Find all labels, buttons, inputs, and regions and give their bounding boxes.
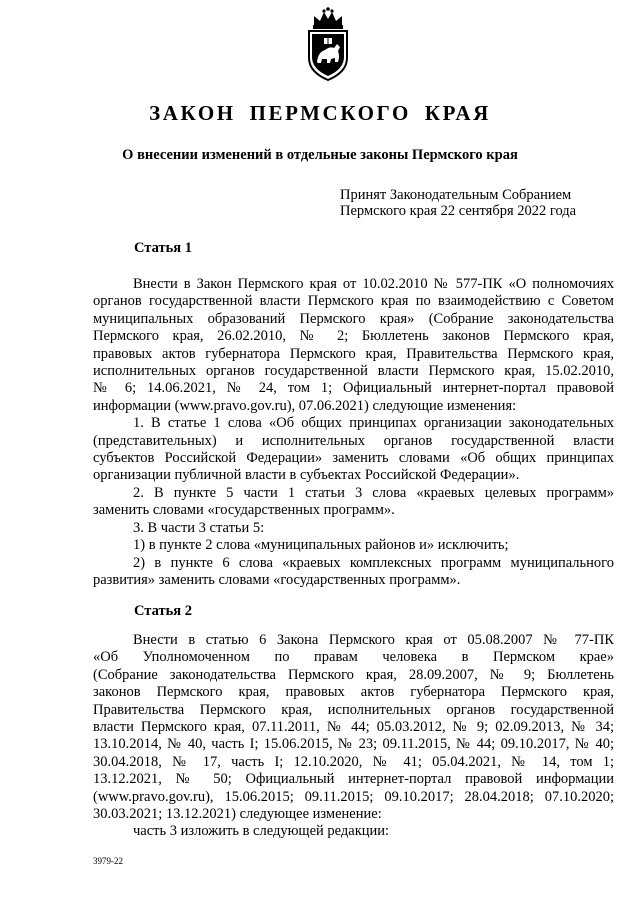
paragraph-line: 30.03.2021; 13.12.2021) следующее изменение: bbox=[93, 806, 382, 823]
paragraph-line: Внести в статью 6 Закона Пермского края от 05.08.2007 № 77-ПК bbox=[133, 632, 614, 648]
paragraph-line: 2) в пункте 6 слова «краевых комплексных программ муниципального bbox=[133, 554, 614, 571]
paragraph-line: информации (www.pravo.gov.ru), 07.06.2021) следующие изменения: bbox=[93, 397, 517, 414]
paragraph-line: «Об Уполномоченном по правам человека в Пермском крае» bbox=[93, 649, 614, 666]
paragraph-line: 30.04.2018, № 17, часть I; 12.10.2020, № 41; 05.04.2021, № 14, том 1; bbox=[93, 753, 614, 770]
paragraph-line: муниципальных образований Пермского края» (Собрание законодательства bbox=[93, 310, 614, 327]
paragraph-line: Правительства Пермского края, исполнительных органов государственной bbox=[93, 701, 614, 718]
law-title: ЗАКОН ПЕРМСКОГО КРАЯ bbox=[149, 101, 491, 125]
paragraph-line: органов государственной власти Пермского края по взаимодействию с Советом bbox=[93, 293, 614, 310]
paragraph-line: Внести в Закон Пермского края от 10.02.2010 № 577-ПК «О полномочиях bbox=[133, 276, 614, 292]
paragraph-line: (www.pravo.gov.ru), 15.06.2015; 09.11.2015; 09.10.2017; 28.04.2018; 07.10.2020; bbox=[93, 788, 614, 805]
paragraph-line: развития» заменить словами «государственных программ». bbox=[93, 571, 461, 588]
paragraph-line: организации публичной власти в субъектах Российской Федерации». bbox=[93, 467, 520, 484]
perm-krai-coat-of-arms-icon bbox=[300, 6, 356, 82]
paragraph-line: правовых актов губернатора Пермского края, Правительства Пермского края, bbox=[93, 345, 614, 362]
paragraph-line: 1) в пункте 2 слова «муниципальных районов и» исключить; bbox=[133, 537, 509, 554]
paragraph-line: 3. В части 3 статьи 5: bbox=[133, 519, 265, 536]
adoption-line: Принят Законодательным Собранием bbox=[340, 187, 572, 203]
article-1-body bbox=[93, 276, 614, 589]
paragraph-line: власти Пермского края, 07.11.2011, № 44; 05.03.2012, № 9; 02.09.2013, № 34; bbox=[93, 719, 614, 736]
paragraph-line: исполнительных органов государственной власти Пермского края, 15.02.2010, bbox=[93, 363, 614, 380]
document-code: 3979-22 bbox=[93, 856, 123, 866]
paragraph-line: 13.10.2014, № 40, часть I; 15.06.2015, № 23; 09.11.2015, № 44; 09.10.2017, № 40; bbox=[93, 736, 614, 753]
paragraph-line: № 6; 14.06.2021, № 24, том 1; Официальный интернет-портал правовой bbox=[93, 380, 614, 397]
article-2-body bbox=[93, 632, 614, 841]
adoption-line: Пермского края 22 сентября 2022 года bbox=[340, 203, 577, 219]
law-subtitle: О внесении изменений в отдельные законы Пермского края bbox=[122, 147, 518, 163]
paragraph-line: 13.12.2021, № 50; Официальный интернет-портал правовой информации bbox=[93, 771, 614, 788]
paragraph-line: субъектов Российской Федерации» заменить словами «Об общих принципах bbox=[93, 450, 614, 467]
paragraph-line: законов Пермского края, правовых актов губернатора Пермского края, bbox=[93, 684, 614, 701]
article-2-heading: Статья 2 bbox=[134, 603, 192, 619]
paragraph-line: 1. В статье 1 слова «Об общих принципах организации законодательных bbox=[133, 415, 614, 432]
paragraph-line: (Собрание законодательства Пермского края, 28.09.2007, № 9; Бюллетень bbox=[93, 666, 614, 683]
paragraph-line: Пермского края, 26.02.2010, № 2; Бюллетень законов Пермского края, bbox=[93, 328, 614, 345]
paragraph-line: 2. В пункте 5 части 1 статьи 3 слова «краевых целевых программ» bbox=[133, 484, 614, 501]
paragraph-line: (представительных) и исполнительных органов государственной власти bbox=[93, 432, 614, 449]
article-1-heading: Статья 1 bbox=[134, 240, 192, 256]
paragraph-line: заменить словами «государственных программ». bbox=[93, 502, 395, 519]
adoption-note bbox=[340, 187, 576, 219]
paragraph-line: часть 3 изложить в следующей редакции: bbox=[133, 823, 390, 840]
